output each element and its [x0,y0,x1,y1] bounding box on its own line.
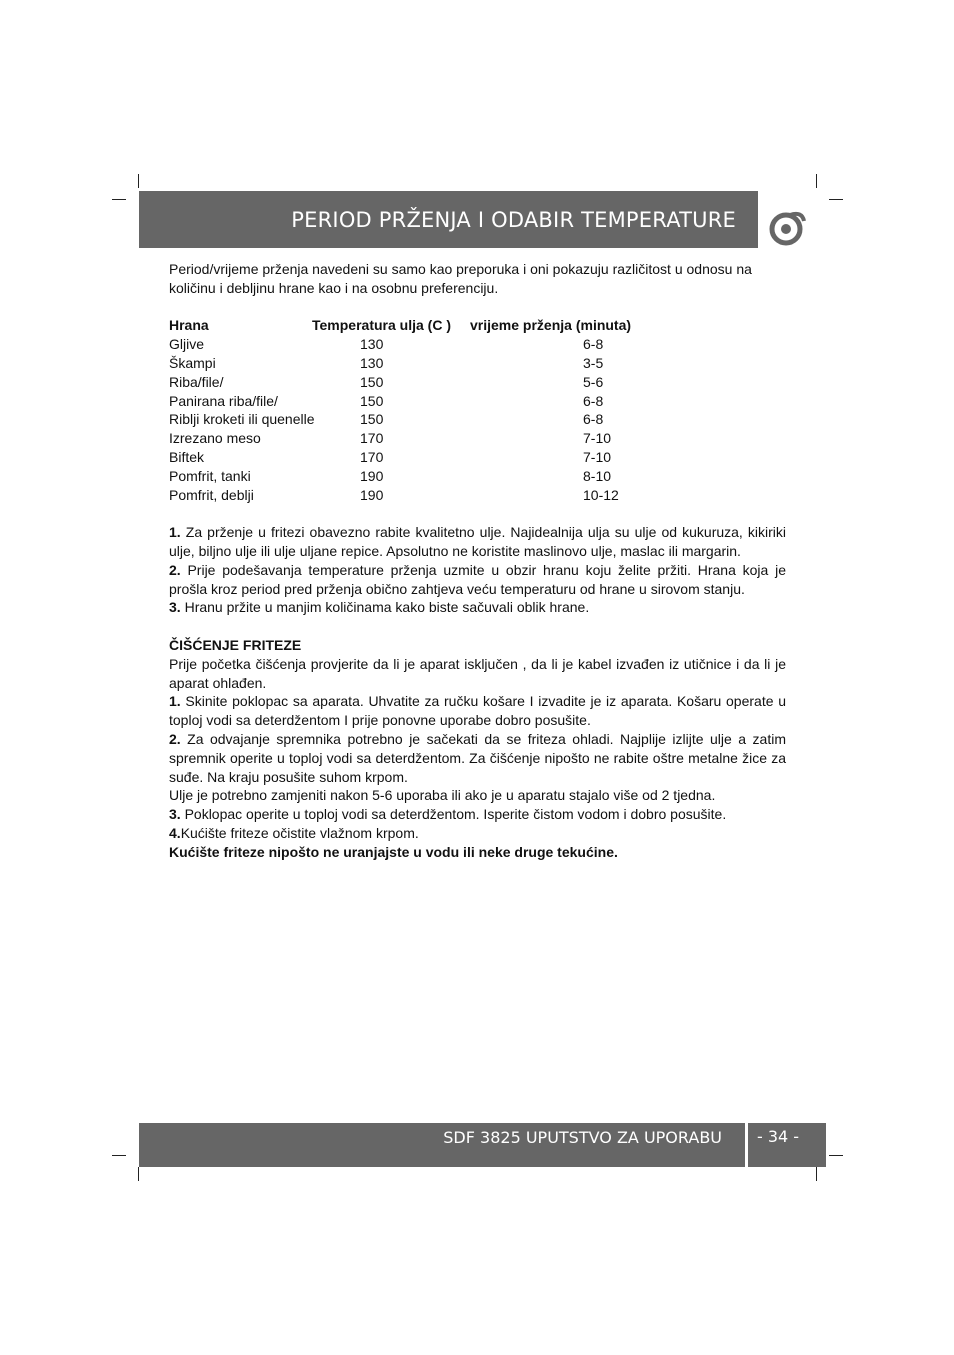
cell-temperature: 190 [360,467,384,484]
cell-temperature: 190 [360,486,384,503]
content [169,260,786,862]
table-row [169,354,786,373]
cleaning-warning: Kućište friteze nipošto ne uranjajste u vodu ili neke druge tekućine. [169,843,618,860]
header-time: vrijeme prženja (minuta) [470,317,632,334]
table-row [169,392,786,411]
crop-mark [829,199,843,200]
cell-time: 5-6 [583,373,604,390]
cell-food: Riba/file/ [169,373,224,390]
table-row [169,486,786,505]
table-header [169,316,786,335]
table-row [169,373,786,392]
cleaning-intro: Prije početka čišćenja provjerite da li je aparat isključen , da li je kabel izvađen iz utičnice i da li je aparat ohlađen. [169,655,786,691]
cleaning-step-4: 4.Kućište friteze očistite vlažnom krpom. [169,824,419,841]
crop-mark [112,199,126,200]
footer-bar [139,1123,745,1167]
crop-mark [112,1155,126,1156]
header-temperature: Temperatura ulja (C ) [312,317,451,334]
table-row [169,410,786,429]
cell-time: 10-12 [583,486,619,503]
tip-3: 3. Hranu pržite u manjim količinama kako biste sačuvali oblik hrane. [169,599,590,616]
cleaning-step-3: 3. Poklopac operite u toploj vodi sa deterdžentom. Isperite čistom vodom i dobro posušite. [169,806,727,823]
page-number-box [748,1123,826,1167]
cell-temperature: 130 [360,336,384,353]
crop-mark [816,174,817,188]
cell-temperature: 150 [360,373,384,390]
tip-1: 1. Za prženje u fritezi obavezno rabite kvalitetno ulje. Najidealnija ulja su ulje od kukuruza, kikiriki ulje, biljno ulje ili ulje uljane repice. Apsolutno ne koristite maslinovo ulje, maslac ili margarin. [169,524,786,559]
crop-mark [816,1167,817,1181]
crop-mark [138,174,139,188]
table-row [169,429,786,448]
header-food: Hrana [169,317,209,334]
cell-food: Gljive [169,336,205,353]
cell-food: Biftek [169,448,205,465]
cell-time: 6-8 [583,392,604,409]
cell-time: 7-10 [583,448,612,465]
page-title: PERIOD PRŽENJA I ODABIR TEMPERATURE [291,208,736,232]
cell-time: 7-10 [583,430,612,447]
tip-2: 2. Prije podešavanja temperature prženja uzmite u obzir hranu koju želite pržiti. Hrana koja je prošla kroz period pred prženja obično zahtjeva veću temperaturu od hrane u sirovom stanju. [169,561,786,597]
cleaning-oil-note: Ulje je potrebno zamjeniti nakon 5-6 uporaba ili ako je u aparatu stajalo više od 2 tjedna. [169,787,716,804]
cell-food: Ribljі kroketi ili quenelle [169,411,315,428]
table-row [169,448,786,467]
orbegozo-logo-icon [768,209,806,247]
title-bar [139,191,758,248]
table-row [169,335,786,354]
intro-text: Period/vrijeme prženja navedeni su samo kao preporuka i oni pokazuju različitost u odnosu na količinu i debljinu hrane kao i na osobnu preferenciju. [169,261,752,296]
cleaning-heading: ČIŠĆENJE FRITEZE [169,636,302,653]
cell-food: Panirana riba/file/ [169,392,278,409]
cleaning-step-2: 2. Za odvajanje spremnika potrebno je sačekati da se friteza ohladi. Najplije izlijte ulje a zatim spremnik operite u toploj vodi sa deterdžentom. Za čišćenje nipošto ne rabite oštre metalne žice za suđe. Na kraju posušite suhom krpom. [169,730,786,785]
cell-time: 3-5 [583,354,604,371]
cell-temperature: 130 [360,354,384,371]
cleaning-step-1: 1. Skinite poklopac sa aparata. Uhvatite za ručku košare I izvadite je iz aparata. Košaru operate u toploj vodi sa deterdžentom I prije ponovne uporabe dobro posušite. [169,693,786,729]
footer-manual-title: SDF 3825 UPUTSTVO ZA UPORABU [443,1128,722,1147]
cell-temperature: 170 [360,430,384,447]
cell-temperature: 170 [360,448,384,465]
cell-temperature: 150 [360,411,384,428]
crop-mark [829,1155,843,1156]
cell-food: Pomfrit, debljі [169,486,254,503]
cell-time: 8-10 [583,467,612,484]
table-row [169,467,786,486]
cell-food: Izrezano meso [169,430,261,447]
cell-time: 6-8 [583,411,604,428]
frying-table [169,316,786,504]
cell-time: 6-8 [583,336,604,353]
crop-mark [138,1167,139,1181]
cell-temperature: 150 [360,392,384,409]
page-number: - 34 - [757,1127,800,1146]
cell-food: Škampi [169,354,216,371]
cell-food: Pomfrit, tanki [169,467,251,484]
